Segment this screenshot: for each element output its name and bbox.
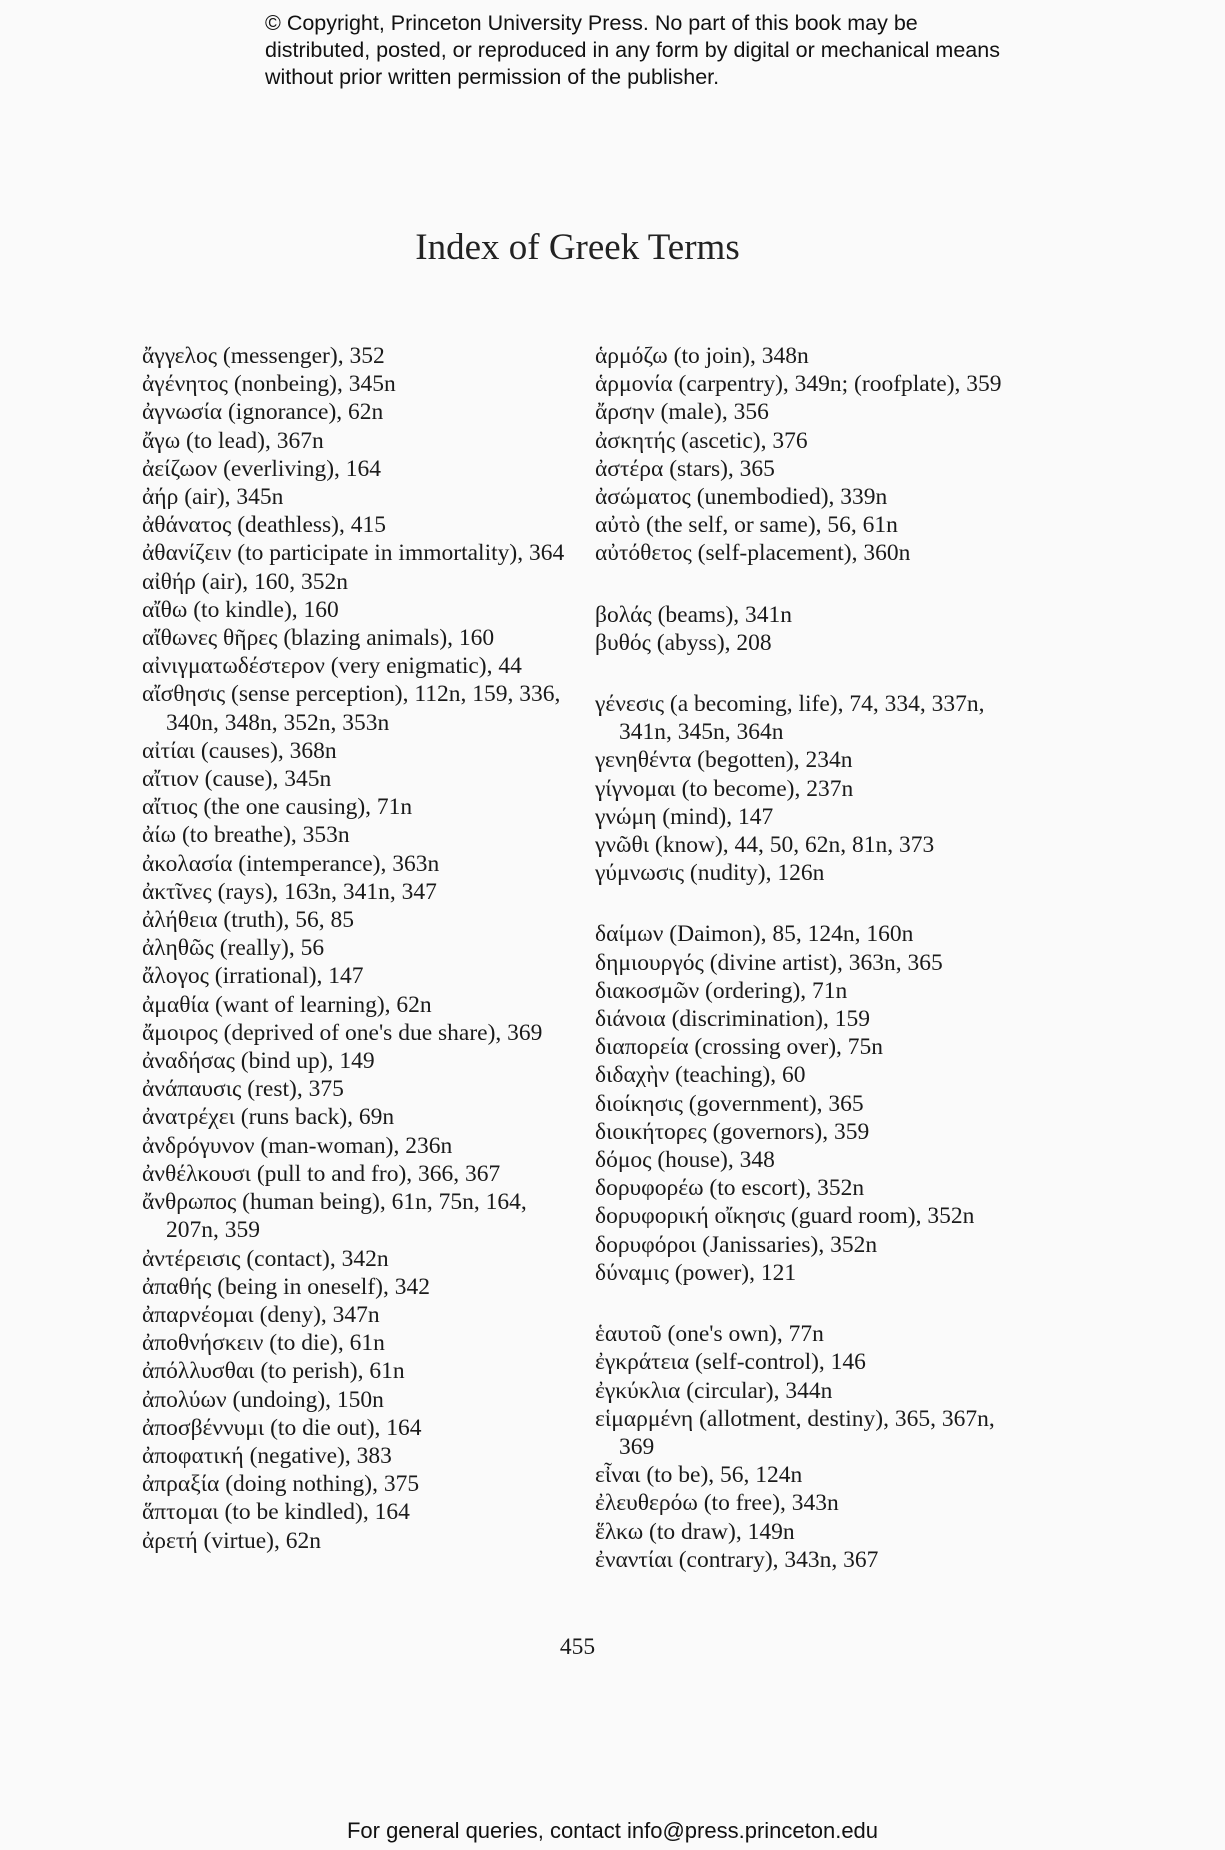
index-column-left (142, 342, 582, 1555)
index-entry: ἀνθέλκουσι (pull to and fro), 366, 367 (142, 1160, 501, 1187)
index-entry: ἐναντίαι (contrary), 343n, 367 (595, 1546, 879, 1573)
index-entry: δορυφόροι (Janissaries), 352n (595, 1231, 878, 1258)
index-entry: δόμος (house), 348 (595, 1147, 775, 1174)
index-entry: ἐλευθερόω (to free), 343n (595, 1490, 839, 1517)
page-number: 455 (559, 1634, 596, 1660)
index-entry: γνῶθι (know), 44, 50, 62n, 81n, 373 (595, 832, 935, 859)
index-entry: διακοσμῶν (ordering), 71n (595, 977, 848, 1004)
index-entry: ἄλογος (irrational), 147 (142, 963, 364, 990)
index-entry: διάνοια (discrimination), 159 (595, 1006, 871, 1033)
index-column-right (595, 342, 1035, 1574)
index-entry: ἀνάπαυσις (rest), 375 (142, 1076, 344, 1103)
index-entry: ἀλήθεια (truth), 56, 85 (142, 907, 354, 934)
index-entry: ἁρμόζω (to join), 348n (595, 343, 809, 369)
index-entry: δύναμις (power), 121 (595, 1259, 797, 1286)
copyright-notice: © Copyright, Princeton University Press. No part of this book may be distributed, posted, or reproduced in any form by digital or mechanical means without prior written permission of the publisher. (265, 11, 1000, 89)
index-entry: ἐγκράτεια (self-control), 146 (595, 1349, 866, 1376)
index-entry: ἄρσην (male), 356 (595, 399, 769, 426)
index-entry: ἀρετή (virtue), 62n (142, 1527, 321, 1554)
index-entry: αἰτίαι (causes), 368n (142, 737, 337, 764)
index-entry: ἑαυτοῦ (one's own), 77n (595, 1321, 824, 1348)
footer-contact: For general queries, contact info@press.princeton.edu (346, 1818, 879, 1843)
index-entry: αἰνιγματωδέστερον (very enigmatic), 44 (142, 653, 522, 680)
index-entry: βυθός (abyss), 208 (595, 629, 772, 656)
index-entry: ἀσκητής (ascetic), 376 (595, 427, 808, 454)
index-entry: ἀναδήσας (bind up), 149 (142, 1048, 375, 1075)
index-entry: ἀστέρα (stars), 365 (595, 455, 775, 482)
index-entry: δημιουργός (divine artist), 363n, 365 (595, 949, 943, 976)
index-entry: ἐγκύκλια (circular), 344n (595, 1377, 833, 1404)
letter-group-gap (595, 657, 1035, 690)
index-entry: εἱμαρμένη (allotment, destiny), 365, 367n, 369 (595, 1405, 995, 1460)
index-entry: δορυφορέω (to escort), 352n (595, 1175, 865, 1202)
index-entry: ἄγγελος (messenger), 352 (142, 343, 385, 369)
index-entry: ἀπαθής (being in oneself), 342 (142, 1273, 430, 1300)
index-entry: ἀνατρέχει (runs back), 69n (142, 1104, 395, 1131)
letter-group-gap (595, 887, 1035, 920)
index-entry: ἀπαρνέομαι (deny), 347n (142, 1301, 380, 1328)
page-title: Index of Greek Terms (415, 227, 740, 268)
index-entry: ἕλκω (to draw), 149n (595, 1518, 795, 1545)
index-entry: ἀκτῖνες (rays), 163n, 341n, 347 (142, 878, 437, 905)
index-entry: ἄνθρωπος (human being), 61n, 75n, 164, 207n, 359 (142, 1189, 527, 1244)
index-entry: ἀγνωσία (ignorance), 62n (142, 399, 384, 426)
index-entry: ἁρμονία (carpentry), 349n; (roofplate), 359 (595, 371, 1002, 398)
index-entry: γένεσις (a becoming, life), 74, 334, 337n, 341n, 345n, 364n (595, 691, 985, 746)
index-entry: αὐτὸ (the self, or same), 56, 61n (595, 512, 898, 539)
index-entry: αἴτιον (cause), 345n (142, 766, 332, 793)
index-entry: ἀπραξία (doing nothing), 375 (142, 1471, 420, 1498)
index-entry: αἰθήρ (air), 160, 352n (142, 568, 348, 595)
index-entry: ἀποσβέννυμι (to die out), 164 (142, 1414, 422, 1441)
index-entry: ἀθανίζειν (to participate in immortality), 364 (142, 540, 565, 567)
index-entry: διδαχὴν (teaching), 60 (595, 1062, 806, 1089)
index-entry: αἴθωνες θῆρες (blazing animals), 160 (142, 625, 495, 652)
index-entry: γνώμη (mind), 147 (595, 803, 774, 830)
index-entry: ἀντέρεισις (contact), 342n (142, 1245, 389, 1272)
index-entry: δορυφορική οἴκησις (guard room), 352n (595, 1203, 975, 1230)
index-entry: γίγνομαι (to become), 237n (595, 775, 854, 802)
index-entry: βολάς (beams), 341n (595, 601, 793, 628)
index-entry: ἀκολασία (intemperance), 363n (142, 850, 440, 877)
index-entry: ἀποθνήσκειν (to die), 61n (142, 1330, 385, 1357)
index-entry: αὐτόθετος (self-placement), 360n (595, 540, 911, 567)
index-entry: ἀπολύων (undoing), 150n (142, 1386, 384, 1413)
index-entry: ἀμαθία (want of learning), 62n (142, 991, 432, 1018)
index-entry: ἀθάνατος (deathless), 415 (142, 512, 386, 539)
index-entry: διοίκησις (government), 365 (595, 1090, 864, 1117)
index-entry: αἴσθησις (sense perception), 112n, 159, 336, 340n, 348n, 352n, 353n (142, 681, 561, 736)
index-entry: ἀληθῶς (really), 56 (142, 935, 325, 962)
index-entry: ἄγω (to lead), 367n (142, 427, 324, 454)
index-entry: γενηθέντα (begotten), 234n (595, 747, 853, 774)
index-entry: ἀείζωον (everliving), 164 (142, 455, 382, 482)
index-entry: ἄμοιρος (deprived of one's due share), 369 (142, 1019, 543, 1046)
index-entry: αἴτιος (the one causing), 71n (142, 794, 413, 821)
index-entry: διαπορεία (crossing over), 75n (595, 1034, 884, 1061)
index-entry: ἀγένητος (nonbeing), 345n (142, 371, 396, 398)
index-entry: διοικήτορες (governors), 359 (595, 1118, 870, 1145)
index-entry: δαίμων (Daimon), 85, 124n, 160n (595, 921, 914, 948)
index-entry: ἀποφατική (negative), 383 (142, 1442, 392, 1469)
index-entry: εἶναι (to be), 56, 124n (595, 1462, 803, 1489)
index-entry: ἀνδρόγυνον (man-woman), 236n (142, 1132, 453, 1159)
index-entry: ἀήρ (air), 345n (142, 484, 284, 511)
index-entry: ἀίω (to breathe), 353n (142, 822, 350, 849)
index-entry: ἀσώματος (unembodied), 339n (595, 484, 888, 511)
index-entry: γύμνωσις (nudity), 126n (595, 860, 825, 887)
index-entry: αἴθω (to kindle), 160 (142, 596, 339, 623)
letter-group-gap (595, 1287, 1035, 1320)
index-entry: ἀπόλλυσθαι (to perish), 61n (142, 1358, 405, 1385)
letter-group-gap (595, 568, 1035, 601)
index-entry: ἅπτομαι (to be kindled), 164 (142, 1499, 410, 1526)
